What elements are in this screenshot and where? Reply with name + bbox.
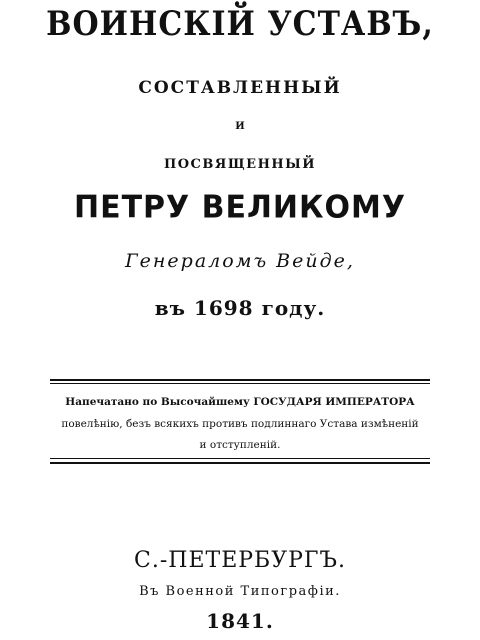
dedicated-line: ПОСВЯЩЕННЫЙ: [163, 157, 317, 172]
top-rule-thin: [50, 383, 430, 384]
imprint-press: Въ Военной Типографiи.: [139, 584, 341, 599]
composed-line: СОСТАВЛЕННЫЙ: [138, 78, 342, 98]
bottom-rule: [50, 462, 430, 464]
notice-line-1: Напечатано по Высочайшему ГОСУДАРЯ ИМПЕРАТОРА: [65, 396, 415, 408]
conjunction-line: И: [235, 121, 245, 132]
imprint-city: С.-ПЕТЕРБУРГЪ.: [134, 548, 346, 573]
year-line: въ 1698 году.: [154, 296, 326, 320]
dedicatee-name: ПЕТРУ ВЕЛИКОМУ: [73, 189, 407, 226]
author-line: Генераломъ Вейде,: [125, 250, 355, 272]
notice-line-2: повелѣнiю, безъ всякихъ противъ подлиннаго Устава измѣненiй: [61, 418, 419, 430]
top-rule: [50, 379, 430, 381]
imprint-year: 1841.: [206, 609, 274, 633]
bottom-rule-thin: [50, 458, 430, 459]
book-title: ВОИНСКIЙ УСТАВЪ,: [46, 4, 434, 45]
notice-line-3: и отступленiй.: [199, 439, 281, 451]
